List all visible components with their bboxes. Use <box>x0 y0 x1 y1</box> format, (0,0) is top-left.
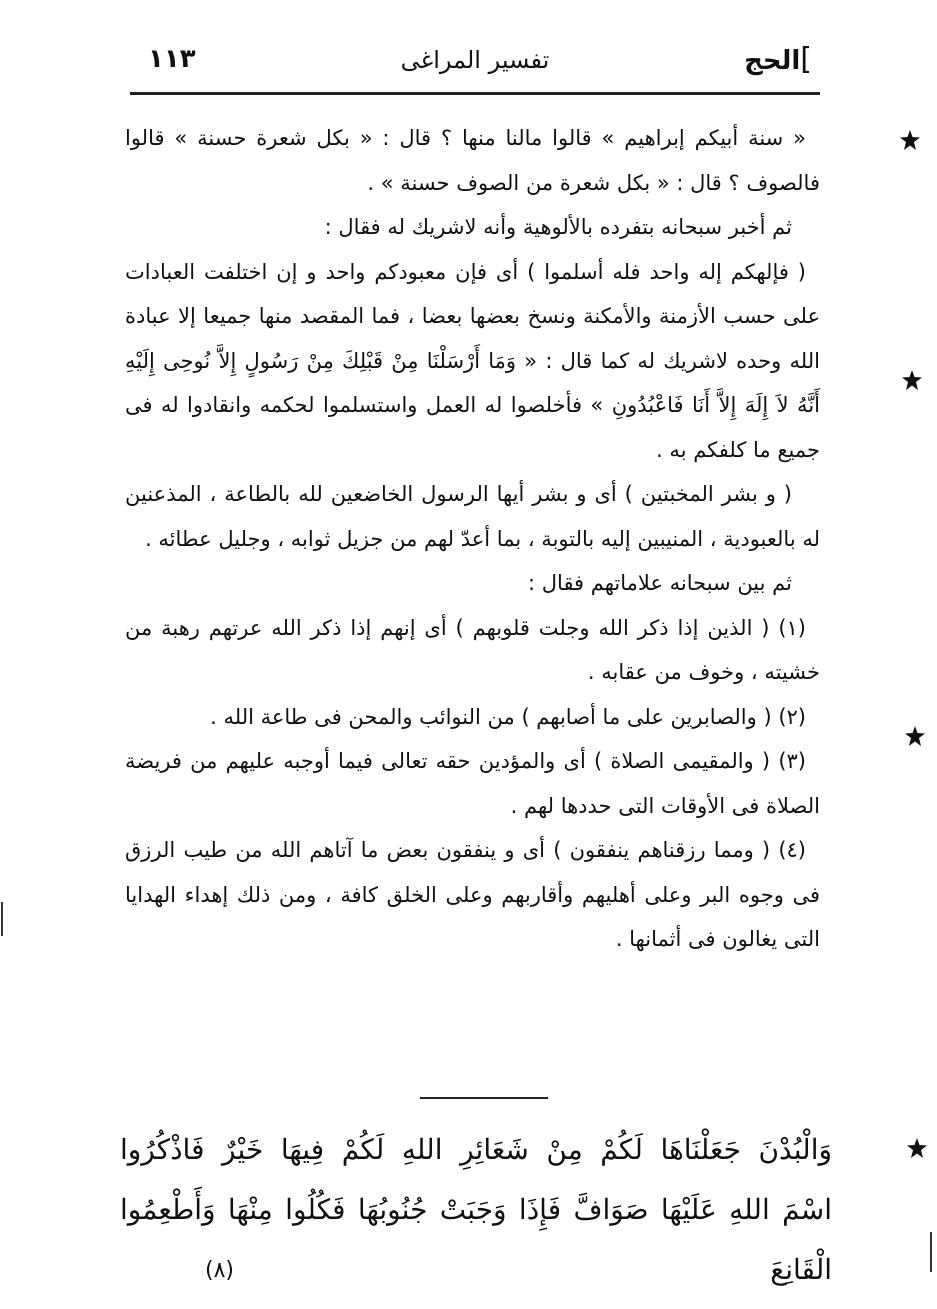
paragraph-5: ثم بين سبحانه علاماتهم فقال : <box>528 571 792 595</box>
header-rule <box>130 92 820 95</box>
verse-line-1: وَالْبُدْنَ جَعَلْنَاهَا لَكُمْ مِنْ شَعَائِرِ اللهِ لَكُمْ فِيهَا خَيْرٌ فَاذْكُرُوا <box>120 1133 832 1166</box>
paragraph-8: (٣) ( والمقيمى الصلاة ) أى والمؤدين حقه تعالى فيما أوجبه عليهم من فريضة الصلاة فى الأوقات التى حددها لهم . <box>125 749 820 818</box>
paragraph-3: ( فإلهكم إله واحد فله أسلموا ) أى فإن معبودكم واحد و إن اختلفت العبادات على حسب الأزمنة والأمكنة ونسخ بعضها بعضا ، فما المقصد منها جميعا إلا عبادة الله وحده لاشريك له كما قال : « وَمَا أَرْسَلْنَا مِنْ قَبْلِكَ مِنْ رَسُولٍ إِلاَّ نُوحِى إِلَيْهِ أَنَّهُ لاَ إِلَهَ إِلاَّ أَنَا فَاعْبُدُونِ » فأخلصوا له العمل واستسلموا لحكمه وانقادوا له فى جميع ما كلفكم به . <box>125 259 820 462</box>
paragraph-6: (١) ( الذين إذا ذكر الله وجلت قلوبهم ) أى إنهم إذا ذكر الله عرتهم رهبة من خشيته ، وخوف من عقابه . <box>125 615 820 684</box>
paragraph-9: (٤) ( ومما رزقناهم ينفقون ) أى و ينفقون بعض ما آتاهم الله من طيب الرزق فى وجوه البر وعلى أهليهم وأقاربهم وعلى الخلق كافة ، ومن ذلك إهداء الهدايا التى يغالون فى أثمانها . <box>125 838 820 951</box>
signature-mark: (٨) <box>205 1258 235 1283</box>
paragraph-7: (٢) ( والصابرين على ما أصابهم ) من النوائب والمحن فى طاعة الله . <box>210 704 806 729</box>
star-mark-icon <box>898 128 922 152</box>
star-mark-icon <box>905 1136 929 1160</box>
paragraph-1: « سنة أبيكم إبراهيم » قالوا مالنا منها ؟ قال : « بكل شعرة حسنة » قالوا فالصوف ؟ قال : « بكل شعرة من الصوف حسنة » . <box>125 126 820 195</box>
book-title: تفسير المراغى <box>400 46 550 74</box>
star-mark-icon <box>900 368 924 392</box>
main-text <box>125 116 820 962</box>
paragraph-4: ( و بشر المخبتين ) أى و بشر أيها الرسول الخاضعين لله بالطاعة ، المذعنين له بالعبودية ، المنيبين إليه بالتوبة ، بما أعدّ لهم من جزيل ثوابه ، وجليل عطائه . <box>125 482 820 551</box>
section-rule <box>420 1097 548 1099</box>
running-header <box>130 38 820 88</box>
verse-line-2: اسْمَ اللهِ عَلَيْهَا صَوَافَّ فَإِذَا وَجَبَتْ جُنُوبُهَا فَكُلُوا مِنْهَا وَأَطْعِمُوا الْقَانِعَ <box>120 1193 832 1286</box>
header-bracket: ] <box>800 42 812 77</box>
page-number: ١١٣ <box>148 44 196 74</box>
surah-label: الحج <box>744 46 801 76</box>
star-mark-icon <box>903 724 927 748</box>
scan-edge-mark <box>930 1232 932 1272</box>
scan-edge-mark <box>1 902 3 936</box>
paragraph-2: ثم أخبر سبحانه بتفرده بالألوهية وأنه لاشريك له فقال : <box>324 215 792 239</box>
